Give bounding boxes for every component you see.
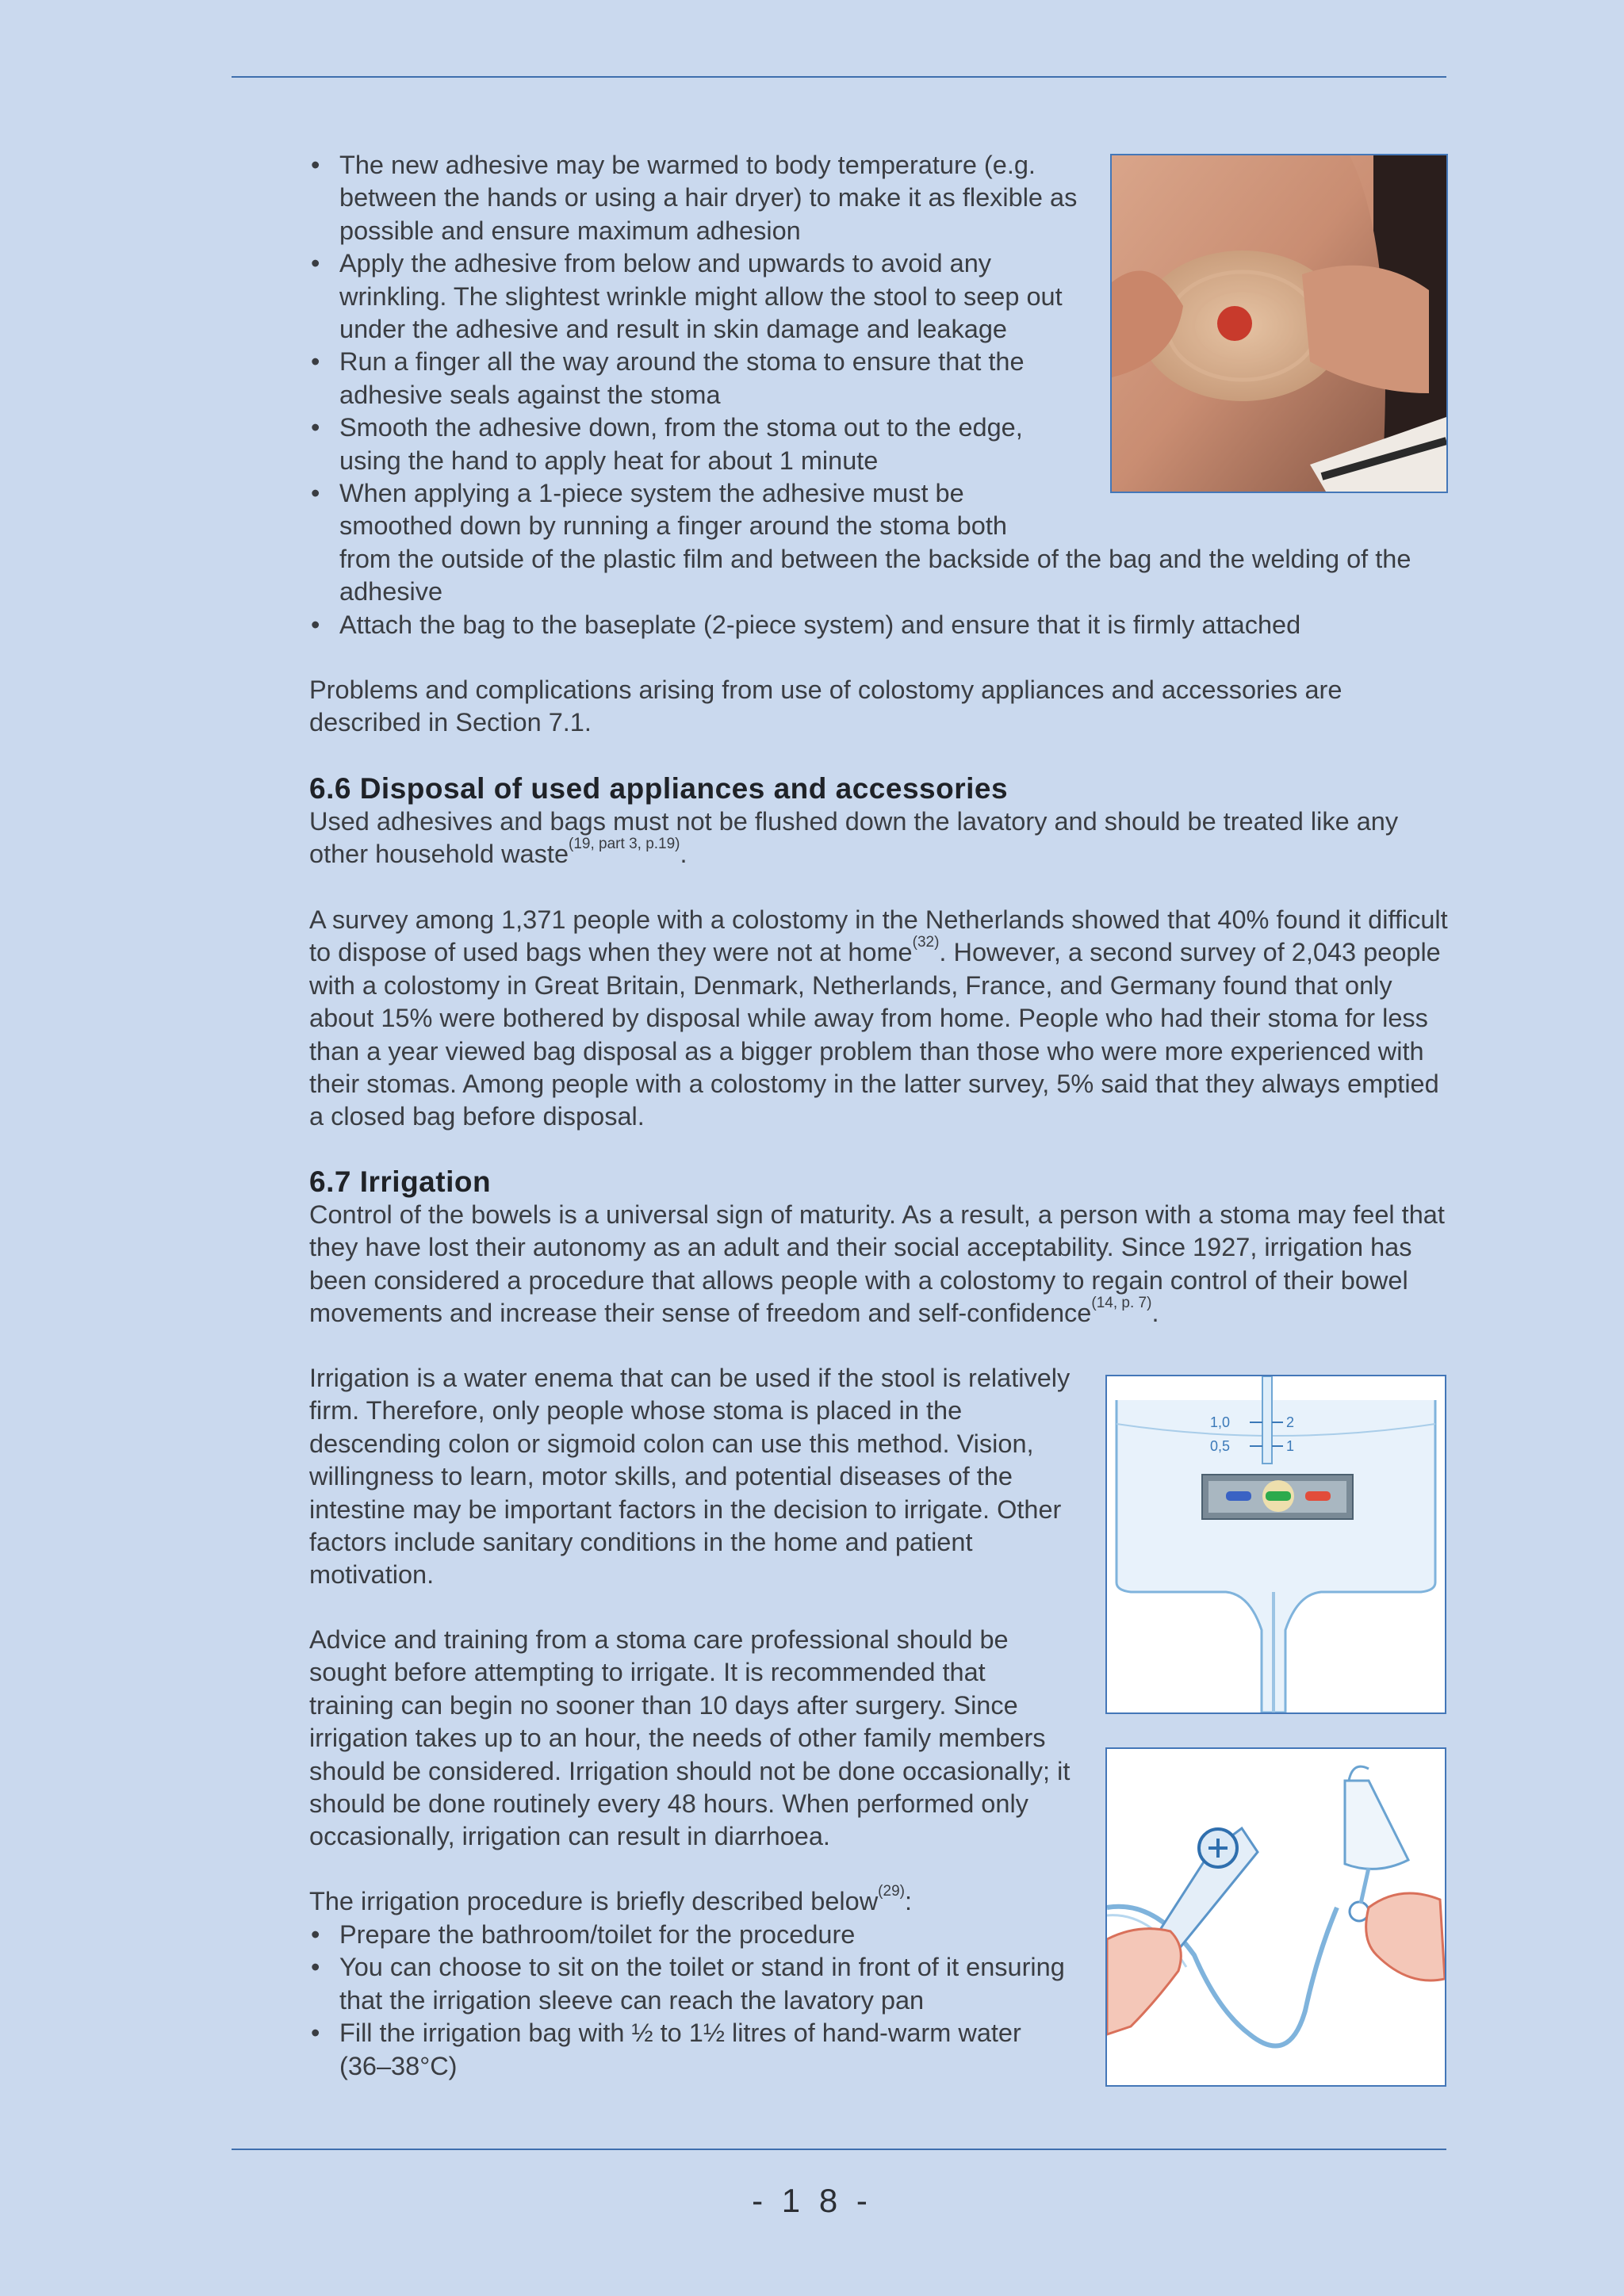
list-item: • Prepare the bathroom/toilet for the procedure	[309, 1919, 1071, 1951]
paragraph-text: The irrigation procedure is briefly described below	[309, 1887, 879, 1915]
list-item-line: from the outside of the plastic film and between the backside of the bag and the welding of the adhesive	[339, 544, 1411, 607]
list-item: • Fill the irrigation bag with ½ to 1½ litres of hand-warm water (36–38°C)	[309, 2017, 1071, 2083]
page-number: - 1 8 -	[752, 2182, 872, 2219]
citation: (32)	[912, 934, 940, 951]
list-item: • You can choose to sit on the toilet or stand in front of it ensuring that the irrigation sleeve can reach the lavatory pan	[309, 1951, 1071, 2017]
paragraph-text: Used adhesives and bags must not be flushed down the lavatory and should be treated like any other household waste	[309, 807, 1399, 869]
bag-scale-label: 0,5	[1210, 1438, 1231, 1454]
problems-paragraph: Problems and complications arising from use of colostomy appliances and accessories are described in Section 7.1.	[309, 675, 1342, 737]
citation: (19, part 3, p.19)	[569, 836, 680, 853]
irrigation-paragraph-3: Advice and training from a stoma care professional should be sought before attempting to irrigate. It is recommended that training can begin no sooner than 10 days after surgery. Since irrigation takes up to an hour, the needs of other family members should be considered. Irrigation should not be done occasionally; it should be done routinely every 48 hours. When performed only occasionally, irrigation can result in diarrhoea.	[309, 1625, 1071, 1851]
list-item: • Run a finger all the way around the stoma to ensure that the adhesive seals against the stoma	[309, 346, 1086, 411]
header-rule	[232, 76, 1446, 78]
application-steps-list-continued	[309, 477, 1451, 641]
irrigation-paragraph-2: Irrigation is a water enema that can be used if the stool is relatively firm. Therefore, only people whose stoma is placed in the descending colon or sigmoid colon can use this method. Vision, willingness to learn, motor skills, and potential diseases of the intestine may be important factors in the decision to irrigate. Other factors include sanitary conditions in the home and patient motivation.	[309, 1364, 1071, 1590]
irrigation-paragraph-1	[309, 1199, 1451, 1330]
paragraph-text: .	[680, 840, 688, 869]
list-item: • Apply the adhesive from below and upwards to avoid any wrinkling. The slightest wrinkle might allow the stool to seep out under the adhesive and result in skin damage and leakage	[309, 247, 1086, 346]
disposal-paragraph-1	[309, 806, 1451, 871]
irrigation-bag-illustration	[1105, 1375, 1446, 1714]
bag-scale-label: 1	[1286, 1438, 1295, 1454]
list-item	[309, 477, 1451, 609]
paragraph-text: . However, a second survey of 2,043 people with a colostomy in Great Britain, Denmark, Netherlands, France, and Germany found that only about 15% were bothered by disposal while away from home. People who had their stoma for less than a year viewed bag disposal as a bigger problem than those who were more experienced with their stomas. Among people with a colostomy in the latter survey, 5% said that they always emptied a closed bag before disposal.	[309, 938, 1441, 1131]
disposal-paragraph-2	[309, 904, 1451, 1134]
irrigation-cone-illustration	[1105, 1747, 1446, 2087]
citation: (29)	[878, 1883, 905, 1900]
list-item-line: smoothed down by running a finger around the stoma both	[339, 511, 1007, 541]
section-heading-irrigation: 6.7 Irrigation	[309, 1165, 492, 1198]
bag-scale-label: 1,0	[1210, 1414, 1231, 1430]
bag-scale-label: 2	[1286, 1414, 1295, 1430]
adhesive-application-photo	[1110, 154, 1448, 493]
application-steps-list	[309, 149, 1086, 477]
list-item-line: When applying a 1-piece system the adhesive must be	[339, 479, 964, 507]
list-item: • Smooth the adhesive down, from the stoma out to the edge, using the hand to apply heat for about 1 minute	[309, 411, 1086, 477]
paragraph-text: :	[904, 1887, 912, 1915]
list-item: • The new adhesive may be warmed to body temperature (e.g. between the hands or using a hair dryer) to make it as flexible as possible and ensure maximum adhesion	[309, 149, 1086, 247]
procedure-steps-list	[309, 1919, 1071, 2083]
list-item: • Attach the bag to the baseplate (2-piece system) and ensure that it is firmly attached	[309, 609, 1451, 641]
paragraph-text: .	[1151, 1299, 1159, 1328]
procedure-intro	[309, 1885, 1071, 1918]
paragraph-text: A survey among 1,371 people with a colostomy in the Netherlands showed that 40% found it difficult to dispose of used bags when they were not at home	[309, 905, 1448, 967]
citation: (14, p. 7)	[1091, 1295, 1152, 1312]
paragraph-text: Control of the bowels is a universal sign of maturity. As a result, a person with a stoma may feel that they have lost their autonomy as an adult and their social acceptability. Since 1927, irrigation has been considered a procedure that allows people with a colostomy to regain control of their bowel movements and increase their sense of freedom and self-confidence	[309, 1200, 1445, 1328]
section-heading-disposal: 6.6 Disposal of used appliances and accessories	[309, 772, 1009, 805]
footer-rule	[232, 2149, 1446, 2150]
